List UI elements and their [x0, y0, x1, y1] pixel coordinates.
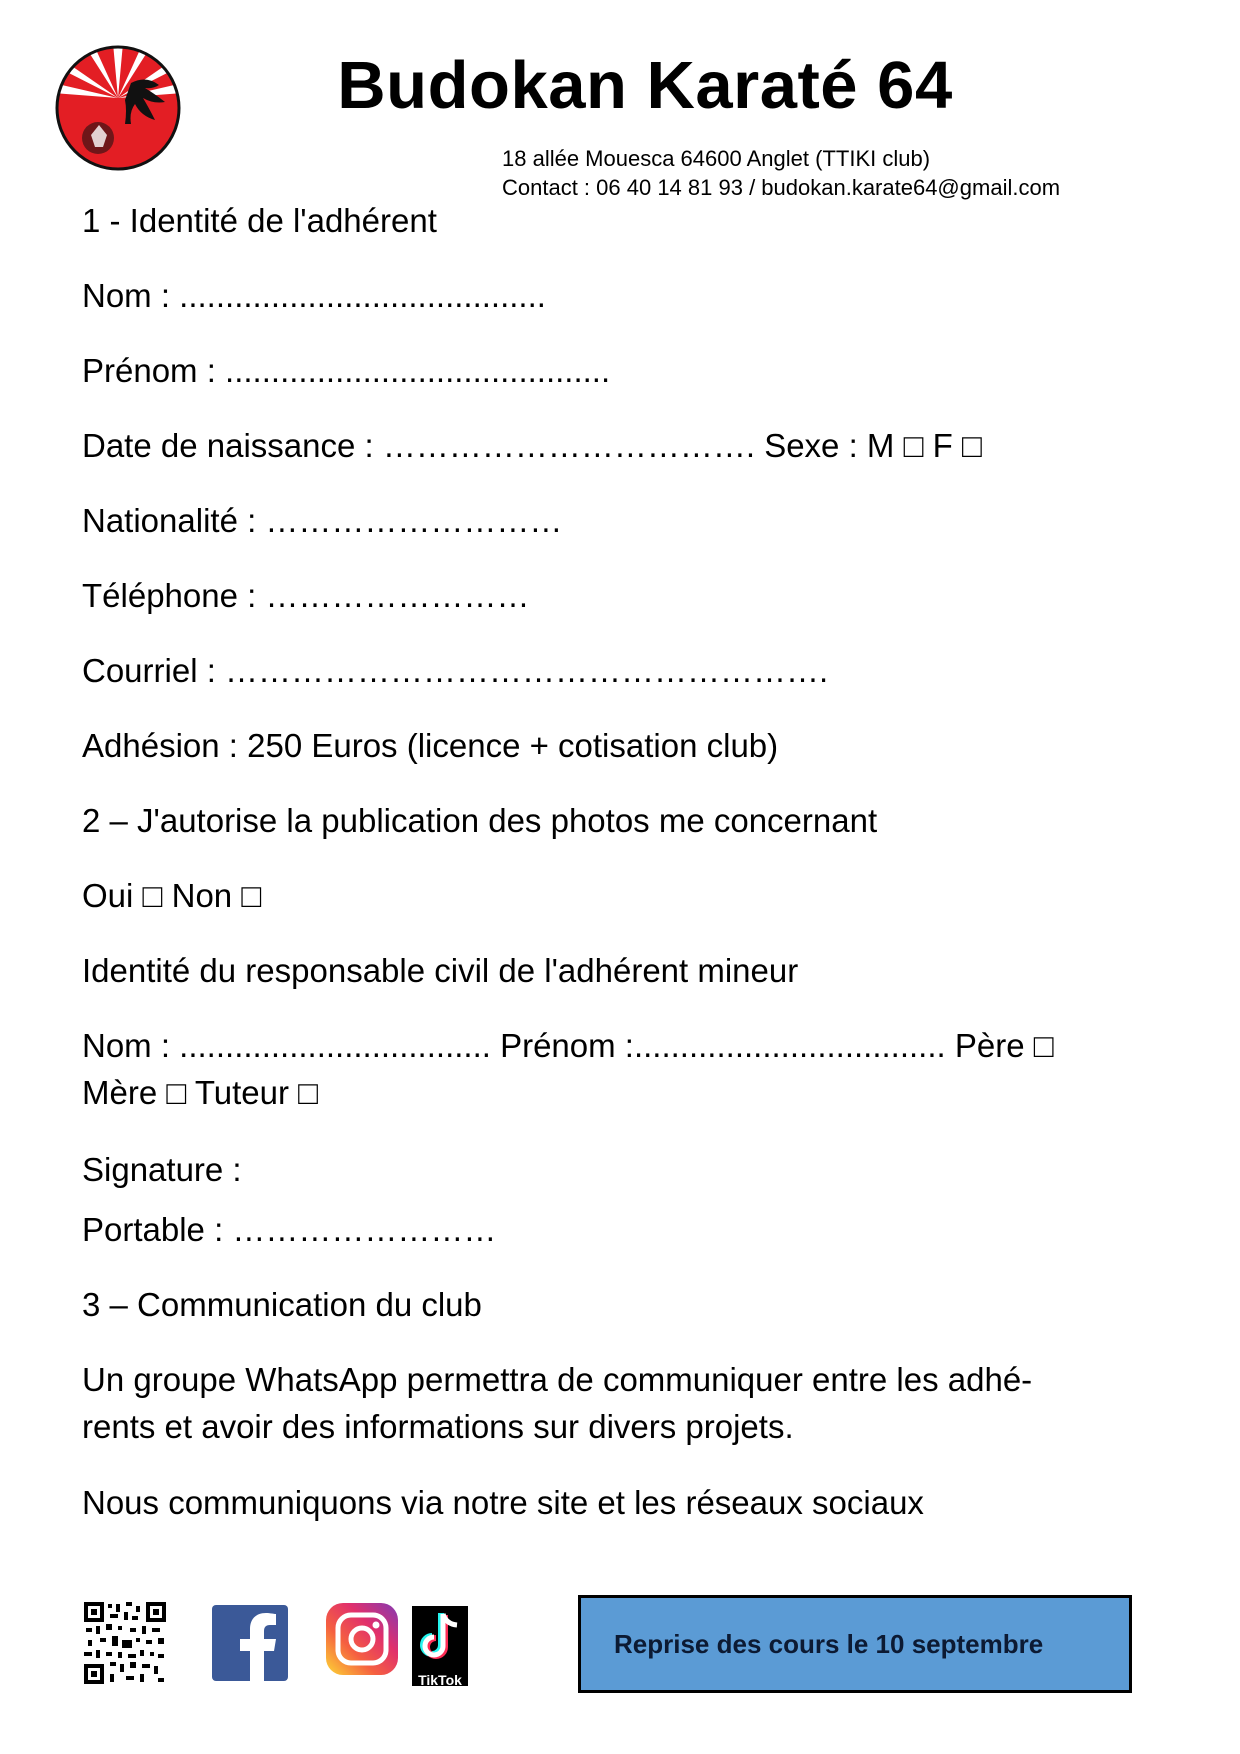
adhesion-text: Adhésion : 250 Euros (licence + cotisation club) — [82, 727, 779, 764]
reprise-banner — [578, 1595, 1132, 1693]
field-nom[interactable]: Nom : ........................................ — [82, 277, 546, 314]
tiktok-label: TikTok — [418, 1672, 462, 1688]
field-nationalite[interactable]: Nationalité : ……………………… — [82, 502, 563, 539]
club-address-block — [502, 144, 1060, 202]
field-date-naissance-sexe[interactable]: Date de naissance : ……………………………. Sexe : M □ F □ — [82, 427, 982, 464]
section3-heading: 3 – Communication du club — [82, 1286, 482, 1323]
whatsapp-paragraph-line2: rents et avoir des informations sur divers projets. — [82, 1408, 794, 1445]
field-responsable-nom-prenom[interactable]: Nom : .................................. Prénom :.................................. Père □ — [82, 1027, 1054, 1064]
karate-club-logo — [53, 43, 183, 173]
facebook-icon[interactable] — [212, 1605, 288, 1681]
tiktok-icon[interactable] — [412, 1606, 468, 1686]
reprise-banner-text: Reprise des cours le 10 septembre — [614, 1628, 1044, 1659]
field-prenom[interactable]: Prénom : .......................................... — [82, 352, 611, 389]
field-responsable-role[interactable]: Mère □ Tuteur □ — [82, 1074, 319, 1111]
responsable-heading: Identité du responsable civil de l'adhérent mineur — [82, 952, 799, 989]
field-signature[interactable]: Signature : — [82, 1151, 242, 1188]
field-courriel[interactable]: Courriel : ………………………………………………. — [82, 652, 829, 689]
club-title: Budokan Karaté 64 — [337, 48, 953, 123]
instagram-icon[interactable] — [326, 1603, 398, 1675]
qr-code-icon[interactable] — [82, 1600, 168, 1686]
section2-heading: 2 – J'autorise la publication des photos me concernant — [82, 802, 878, 839]
section1-heading: 1 - Identité de l'adhérent — [82, 202, 437, 239]
field-telephone[interactable]: Téléphone : …………………… — [82, 577, 530, 614]
tiktok-note-icon — [412, 1606, 468, 1666]
club-contact: Contact : 06 40 14 81 93 / budokan.karate64@gmail.com — [502, 175, 1061, 200]
club-address: 18 allée Mouesca 64600 Anglet (TTIKI club) — [502, 146, 931, 171]
photo-consent-choice[interactable]: Oui □ Non □ — [82, 877, 262, 914]
field-portable[interactable]: Portable : …………………… — [82, 1211, 497, 1248]
social-paragraph: Nous communiquons via notre site et les réseaux sociaux — [82, 1484, 924, 1521]
whatsapp-paragraph-line1: Un groupe WhatsApp permettra de communiquer entre les adhé- — [82, 1361, 1033, 1398]
